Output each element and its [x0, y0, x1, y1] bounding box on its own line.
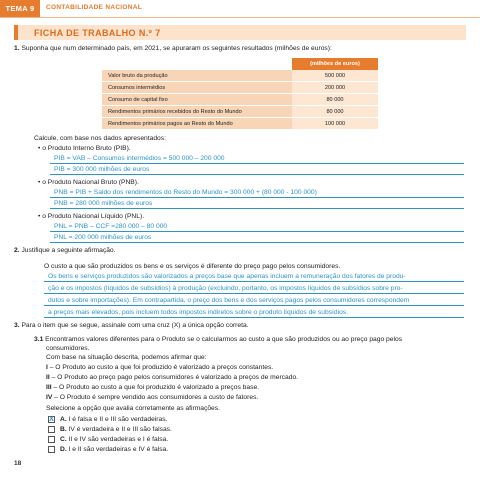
- table-row-label: Consumo de capital fixo: [102, 94, 292, 106]
- table-row: [102, 70, 378, 82]
- q2-answer-line-4[interactable]: a preços mais elevados, pois incluem todos impostos indiretos sobre o produto líquidos de subsídios.: [48, 309, 348, 316]
- answer-rule: [50, 197, 464, 198]
- ficha-title-bar: [14, 25, 466, 40]
- option-c: [60, 435, 168, 444]
- option-text: I e II são verdadeiras e IV é falsa.: [66, 446, 169, 453]
- header-rule: [0, 17, 480, 18]
- table-row: [102, 94, 378, 106]
- answer-rule: [50, 242, 464, 243]
- statement-numeral: III: [46, 384, 52, 391]
- pib-answer-line-2[interactable]: PIB = 300 000 milhões de euros: [54, 166, 150, 173]
- statement-4: [46, 393, 258, 402]
- results-table: [102, 58, 378, 130]
- select-instruction: Selecione a opção que avalia corretamente as afirmações.: [46, 405, 220, 412]
- statement-1: [46, 363, 273, 372]
- table-row-value: 80 000: [292, 106, 378, 118]
- question-1-text: Suponha que num determinado país, em 2021, se apuraram os seguintes resultados (milhões de euros):: [21, 45, 332, 52]
- table-row-value: 100 000: [292, 118, 378, 130]
- table-row-label: Rendimentos primários recebidos do Resto do Mundo: [102, 106, 292, 118]
- question-3-1: [34, 335, 402, 344]
- question-3-text: Para o item que se segue, assinale com uma cruz (X) a única opção correta.: [21, 322, 249, 329]
- table-row: [102, 82, 378, 94]
- option-d: [60, 445, 168, 454]
- statement-numeral: II: [46, 374, 50, 381]
- statement-text: – O Produto ao custo a que foi produzido é valorizado a preços constantes.: [47, 364, 274, 371]
- option-letter: B.: [60, 426, 67, 433]
- page-number: 18: [14, 460, 22, 467]
- answer-rule: [50, 231, 464, 232]
- question-2-text: Justifique a seguinte afirmação.: [21, 247, 116, 254]
- statement-3: [46, 383, 259, 392]
- statement-text: – O Produto ao custo a que foi produzido é valorizado a preços base.: [51, 384, 260, 391]
- option-a: [60, 415, 167, 424]
- answer-rule: [50, 163, 464, 164]
- q2-answer-line-3[interactable]: dutos e sobre importações). Em contrapartida, o preço dos bens e dos serviços pagos pelos consumidores correspondem: [48, 297, 410, 304]
- pnb-label: • o Produto Nacional Bruto (PNB).: [38, 179, 139, 186]
- table-row-value: 200 000: [292, 82, 378, 94]
- pnl-answer-line-1[interactable]: PNL = PNB – CCF =280 000 – 80 000: [54, 223, 168, 230]
- option-letter: A.: [60, 416, 67, 423]
- pnl-answer-line-2[interactable]: PNL = 200 000 milhões de euros: [54, 234, 152, 241]
- answer-rule: [44, 293, 464, 294]
- q2-answer-line-2[interactable]: ção e os impostos (líquidos de subsídios) à produção (excluindo, portanto, os impostos líquidos de subsídios sobre pro-: [48, 285, 403, 292]
- question-3: [14, 321, 249, 330]
- option-a-checkbox[interactable]: X: [49, 416, 54, 423]
- q2-answer-line-1[interactable]: Os bens e serviços produzidos são valorizados a preços base que apenas incluem a remuneração dos fatores de produ-: [48, 273, 406, 280]
- table-row-value: 80 000: [292, 94, 378, 106]
- answer-rule: [44, 317, 464, 318]
- answer-rule: [50, 174, 464, 175]
- pib-label: • o Produto Interno Bruto (PIB).: [38, 145, 131, 152]
- table-row: [102, 118, 378, 130]
- option-letter: C.: [60, 436, 67, 443]
- question-3-1-intro: Com base na situação descrita, podemos afirmar que:: [46, 354, 207, 361]
- option-c-checkbox[interactable]: [48, 436, 55, 443]
- question-2: [14, 246, 116, 255]
- statement-numeral: IV: [46, 394, 53, 401]
- statement-text: – O Produto ao preço pago pelos consumidores é valorizado a preços de mercado.: [49, 374, 299, 381]
- pnl-label: • o Produto Nacional Líquido (PNL).: [38, 213, 145, 220]
- section-label: CONTABILIDADE NACIONAL: [46, 4, 143, 11]
- question-1-number: 1.: [14, 45, 20, 52]
- q1-instruction: Calcule, com base nos dados apresentados:: [34, 135, 166, 142]
- option-text: I é falsa e II e III são verdadeiras.: [66, 416, 168, 423]
- ficha-title: FICHA DE TRABALHO N.º 7: [34, 27, 161, 38]
- answer-rule: [44, 281, 464, 282]
- table-row-label: Consumos intermédios: [102, 82, 292, 94]
- pnb-answer-line-1[interactable]: PNB = PIB + Saldo dos rendimentos do Resto do Mundo = 300 000 + (80 000 - 100 000): [54, 189, 317, 196]
- option-letter: D.: [60, 446, 67, 453]
- option-b-checkbox[interactable]: [48, 426, 55, 433]
- statement-numeral: I: [46, 364, 48, 371]
- option-d-checkbox[interactable]: [48, 446, 55, 453]
- answer-rule: [44, 305, 464, 306]
- answer-rule: [50, 208, 464, 209]
- question-3-1-text: Encontramos valores diferentes para o Produto se o calcularmos ao custo a que são produzidos ou ao preço pago pelos: [45, 336, 403, 343]
- question-1: [14, 44, 332, 53]
- option-b: [60, 425, 172, 434]
- table-row-label: Rendimentos primários pagos ao Resto do Mundo: [102, 118, 292, 130]
- table-header-units: (milhões de euros): [292, 58, 378, 70]
- question-3-1-text-cont: consumidores.: [46, 345, 90, 352]
- statement-text: – O Produto é sempre vendido aos consumidores a custo de fatores.: [52, 394, 259, 401]
- question-3-1-number: 3.1: [34, 336, 44, 343]
- question-2-number: 2.: [14, 247, 20, 254]
- table-header-empty: [102, 58, 292, 70]
- statement-2: [46, 373, 298, 382]
- q2-quote: O custo a que são produzidos os bens e os serviços é diferente do preço pago pelos consumidores.: [44, 263, 341, 270]
- table-row-label: Valor bruto da produção: [102, 70, 292, 82]
- table-row: [102, 106, 378, 118]
- pib-answer-line-1[interactable]: PIB = VAB – Consumos intermédios = 500 000 – 200 000: [54, 155, 225, 162]
- tema-badge: TEMA 9: [0, 0, 40, 17]
- table-row-value: 500 000: [292, 70, 378, 82]
- pnb-answer-line-2[interactable]: PNB = 280 000 milhões de euros: [54, 200, 153, 207]
- option-text: II e IV são verdadeiras e I é falsa.: [66, 436, 169, 443]
- ficha-accent-bar: [14, 25, 18, 40]
- option-text: IV é verdadeira e II e III são falsas.: [66, 426, 172, 433]
- question-3-number: 3.: [14, 322, 20, 329]
